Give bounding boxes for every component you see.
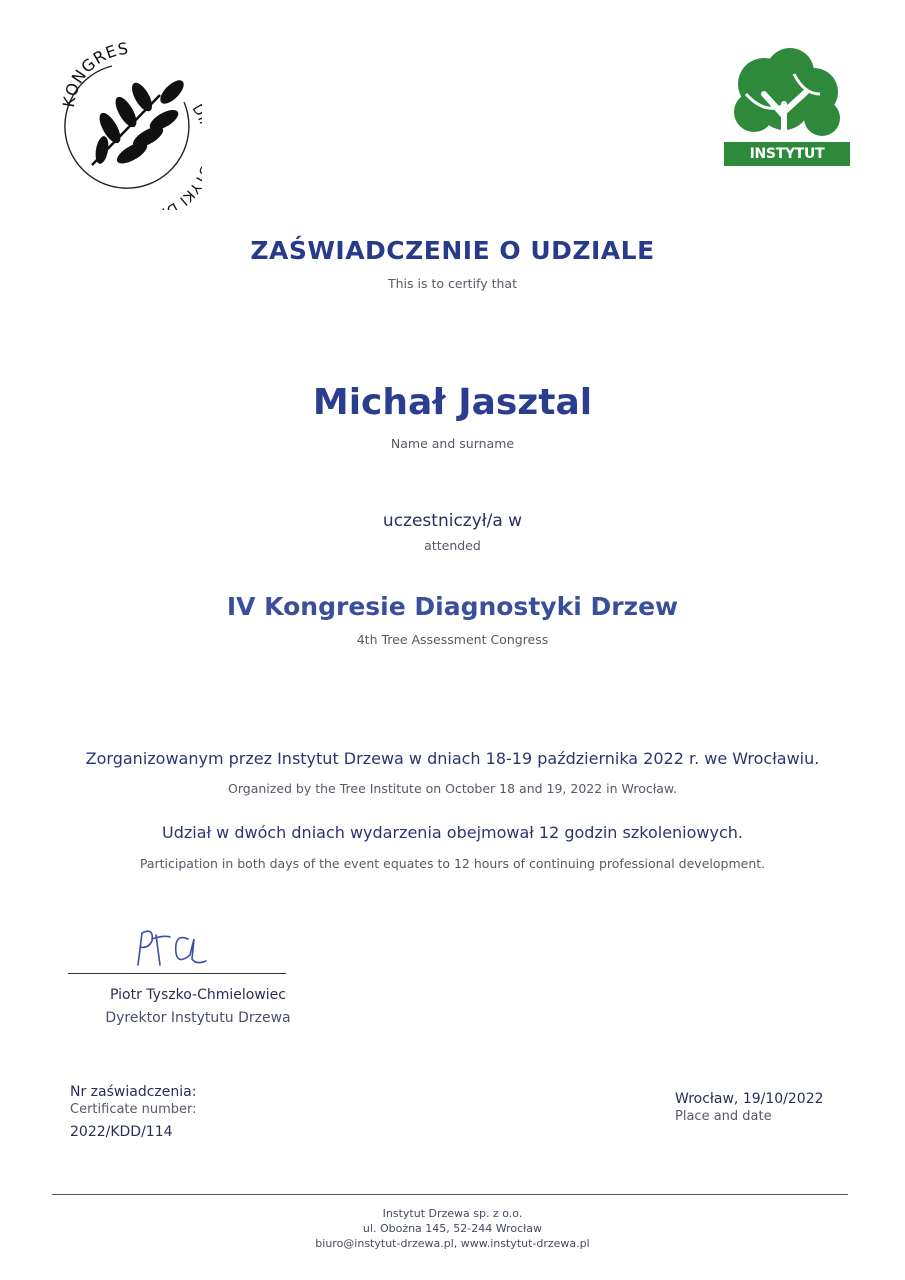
organized-text: Zorganizowanym przez Instytut Drzewa w dniach 18-19 października 2022 r. we Wrocławiu. (85, 749, 820, 768)
signature-icon (130, 925, 220, 970)
signature-line (68, 973, 286, 974)
certificate-title: ZAŚWIADCZENIE O UDZIALE (250, 236, 655, 265)
certificate-number-label: Nr zaświadczenia: (70, 1084, 197, 1100)
kongres-logo (52, 40, 202, 210)
certificate-number: 2022/KDD/114 (70, 1124, 173, 1140)
footer-contact: biuro@instytut-drzewa.pl, www.instytut-drzewa.pl (315, 1237, 590, 1250)
footer-divider (52, 1194, 848, 1195)
place-date-caption: Place and date (675, 1109, 772, 1124)
recipient-name: Michał Jasztal (312, 382, 593, 423)
attended-label-en: attended (424, 538, 481, 553)
signer-name: Piotr Tyszko-Chmielowiec (110, 987, 286, 1003)
organized-text-en: Organized by the Tree Institute on October 18 and 19, 2022 in Wrocław. (228, 781, 677, 796)
instytut-logo (724, 44, 850, 186)
participation-text: Udział w dwóch dniach wydarzenia obejmował 12 godzin szkoleniowych. (162, 823, 743, 842)
kongres-leaf-logo-icon (52, 40, 202, 210)
signature (130, 925, 220, 974)
footer-company: Instytut Drzewa sp. z o.o. (382, 1207, 523, 1220)
participation-text-en: Participation in both days of the event equates to 12 hours of continuing professional development. (139, 856, 766, 871)
event-name-en: 4th Tree Assessment Congress (356, 632, 549, 647)
instytut-logo-text: INSTYTUT DRZEWA (724, 142, 850, 166)
attended-label: uczestniczył/a w (382, 511, 523, 531)
instytut-tree-logo-icon (724, 44, 850, 144)
kongres-arc-text: KONGRES (58, 40, 131, 109)
place-date: Wrocław, 19/10/2022 (675, 1091, 824, 1107)
certificate-number-label-en: Certificate number: (70, 1102, 197, 1117)
recipient-name-caption: Name and surname (390, 436, 515, 451)
signer-role: Dyrektor Instytutu Drzewa (105, 1010, 291, 1026)
event-name: IV Kongresie Diagnostyki Drzew (226, 592, 679, 621)
certificate-subtitle: This is to certify that (387, 276, 517, 291)
diagnostyki-arc-text: KI D (162, 186, 198, 210)
footer-address: ul. Obożna 145, 52-244 Wrocław (362, 1222, 543, 1235)
